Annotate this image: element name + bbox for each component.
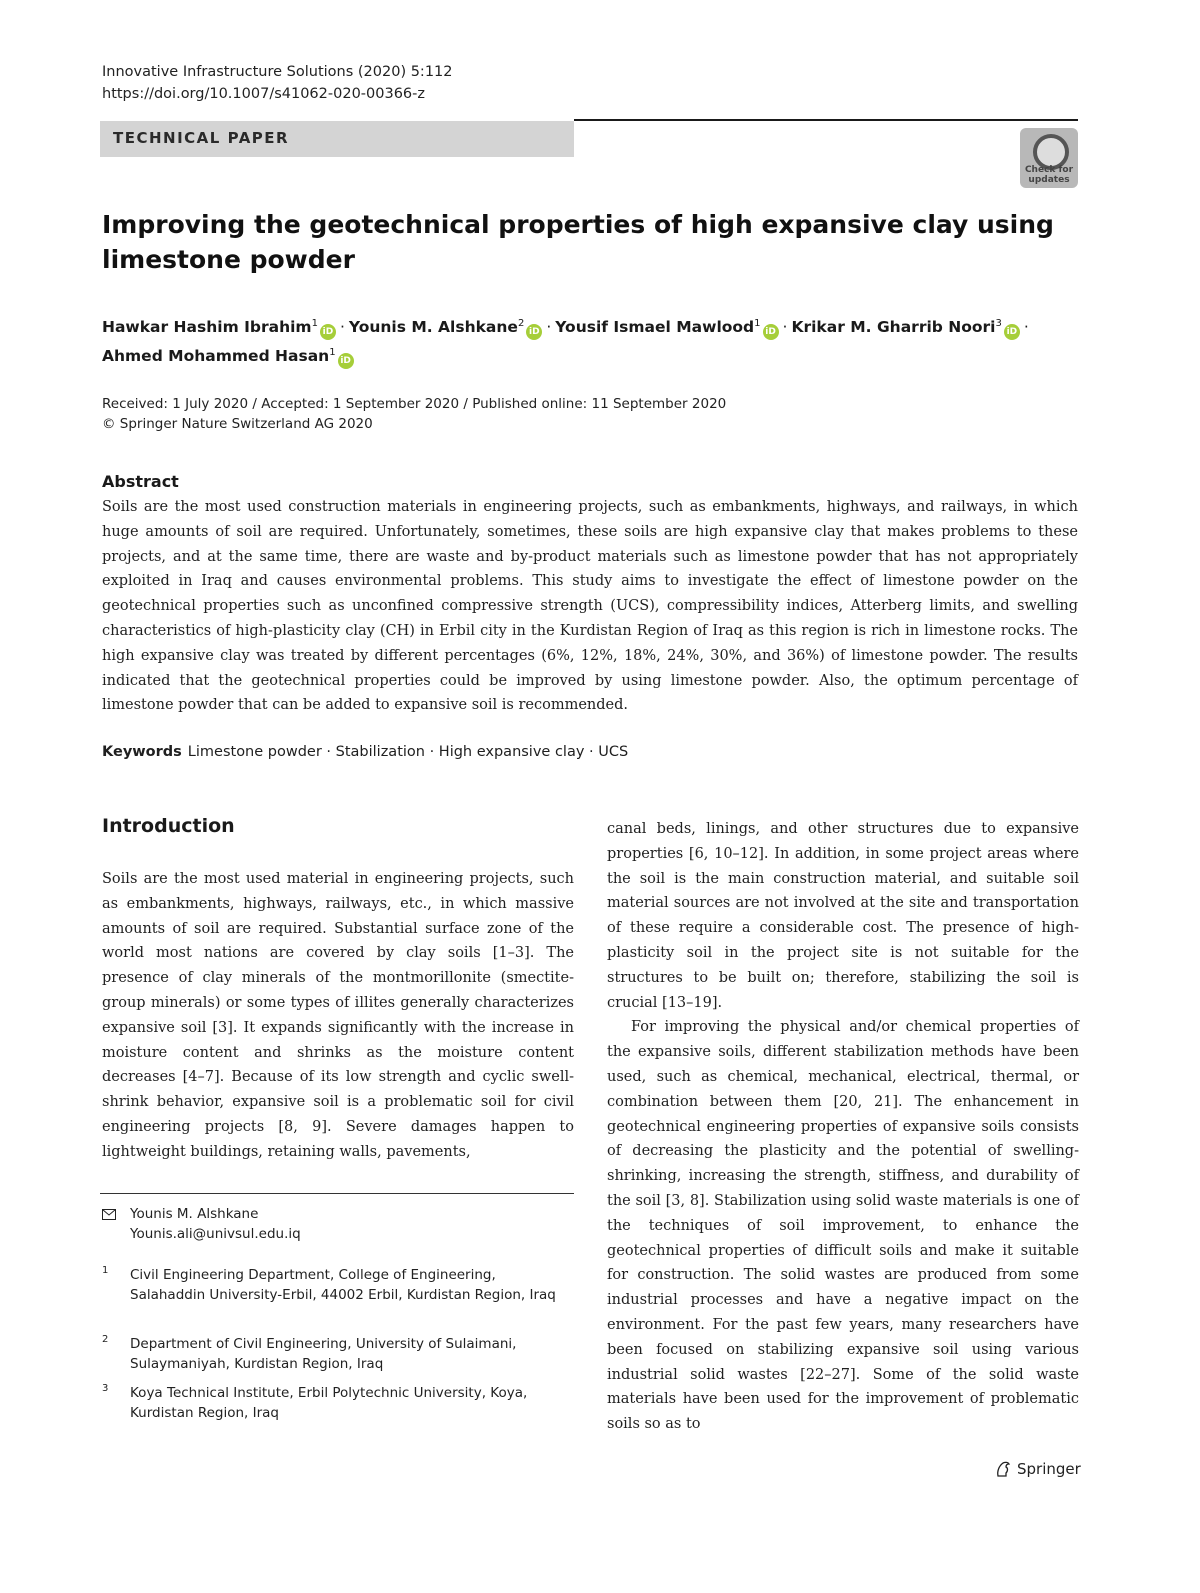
journal-citation: Innovative Infrastructure Solutions (2020) 5:112 — [102, 64, 453, 80]
orcid-icon[interactable]: iD — [1004, 324, 1020, 340]
paper-type-label: TECHNICAL PAPER — [113, 129, 290, 147]
corresponding-author-email[interactable]: Younis.ali@univsul.edu.iq — [130, 1226, 301, 1242]
author-name[interactable]: Krikar M. Gharrib Noori — [791, 318, 996, 337]
header-rule — [574, 119, 1078, 121]
author-name[interactable]: Hawkar Hashim Ibrahim — [102, 318, 312, 337]
affiliation-mark: 3 — [102, 1383, 109, 1394]
author-affiliation-mark: 1 — [311, 318, 318, 329]
orcid-icon[interactable]: iD — [763, 324, 779, 340]
abstract-body: Soils are the most used construction materials in engineering projects, such as embankments, highways, and railways, in which huge amounts of soil are required. Unfortunately, sometimes, these soils are high expansive clay that makes problems to these projects, and at the same time, there are waste and by-product materials such as limestone powder that has not appropriately exploited in Iraq and causes environmental problems. This study aims to investigate the effect of limestone powder on the geotechnical properties such as unconfined compressive strength (UCS), compressibility indices, Atterberg limits, and swelling characteristics of high-plasticity clay (CH) in Erbil city in the Kurdistan Region of Iraq as this region is rich in limestone rocks. The high expansive clay was treated by different percentages (6%, 12%, 18%, 24%, 30%, and 36%) of limestone powder. The results indicated that the geotechnical properties could be improved by using limestone powder. Also, the optimum percentage of limestone powder that can be added to expansive soil is recommended. — [102, 499, 1078, 714]
affiliation-mark: 2 — [102, 1334, 109, 1345]
affiliation-text: Civil Engineering Department, College of Engineering, Salahaddin University-Erbil, 44002 Erbil, Kurdistan Region, Iraq — [130, 1267, 556, 1303]
author-separator: · — [1023, 318, 1029, 337]
body-column-left — [102, 867, 574, 1165]
keywords-label: Keywords — [102, 744, 182, 760]
author-list — [102, 311, 1062, 369]
author-separator: · — [339, 318, 345, 337]
author-affiliation-mark: 1 — [754, 318, 761, 329]
springer-horse-icon — [994, 1460, 1012, 1478]
affiliation-text: Koya Technical Institute, Erbil Polytechnic University, Koya, Kurdistan Region, Iraq — [130, 1385, 528, 1421]
body-column-right — [607, 817, 1079, 1437]
corresponding-author-name: Younis M. Alshkane — [130, 1206, 259, 1222]
introduction-heading: Introduction — [102, 815, 235, 837]
keywords-list: Limestone powder · Stabilization · High expansive clay · UCS — [187, 744, 629, 760]
author-affiliation-mark: 1 — [329, 347, 336, 359]
author-separator: · — [546, 318, 552, 337]
body-paragraph: canal beds, linings, and other structures due to expansive properties [6, 10–12]. In addition, in some project areas where the soil is the main construction material, and suitable soil material sources are not involved at the site and transportation of these require a considerable cost. The presence of high-plasticity soil in the project site is not suitable for the structures to be built on; therefore, stabilizing the soil is crucial [13–19]. — [607, 821, 1079, 1011]
abstract-heading: Abstract — [102, 472, 179, 491]
check-updates-label: Check for updates — [1024, 165, 1074, 185]
footnote-rule — [100, 1193, 574, 1194]
orcid-icon[interactable]: iD — [338, 353, 354, 369]
author-separator: · — [782, 318, 788, 337]
copyright-notice: © Springer Nature Switzerland AG 2020 — [102, 416, 373, 432]
affiliation-text: Department of Civil Engineering, University of Sulaimani, Sulaymaniyah, Kurdistan Region, Iraq — [130, 1336, 517, 1372]
author-name[interactable]: Younis M. Alshkane — [348, 318, 518, 337]
publisher-name: Springer — [1017, 1460, 1081, 1478]
check-for-updates-badge[interactable] — [1020, 128, 1078, 188]
envelope-icon — [102, 1206, 116, 1226]
body-paragraph: For improving the physical and/or chemical properties of the expansive soils, different stabilization methods have been used, such as chemical, mechanical, electrical, thermal, or combination between them [20, 21]. The enhancement in geotechnical engineering properties of expansive soils consists of decreasing the plasticity and the potential of swelling-shrinking, increasing the strength, stiffness, and durability of the soil [3, 8]. Stabilization using solid waste materials is one of the techniques of soil improvement, to enhance the geotechnical properties of difficult soils and make it suitable for construction. The solid wastes are produced from some industrial processes and have a negative impact on the environment. For the past few years, many researchers have been focused on stabilizing expansive soil using various industrial solid wastes [22–27]. Some of the solid waste materials have been used for the improvement of problematic soils so as to — [607, 1019, 1079, 1433]
author-name[interactable]: Ahmed Mohammed Hasan — [102, 347, 330, 366]
springer-logo — [994, 1460, 1081, 1478]
body-paragraph: Soils are the most used material in engineering projects, such as embankments, highways, railways, etc., in which massive amounts of soil are required. Substantial surface zone of the world most nations are covered by clay soils [1–3]. The presence of clay minerals of the montmorillonite (smectite-group minerals) or some types of illites generally characterizes expansive soil [3]. It expands significantly with the increase in moisture content and shrinks as the moisture content decreases [4–7]. Because of its low strength and cyclic swell-shrink behavior, expansive soil is a problematic soil for civil engineering projects [8, 9]. Severe damages happen to lightweight buildings, retaining walls, pavements, — [102, 871, 574, 1160]
doi-link[interactable]: https://doi.org/10.1007/s41062-020-00366-z — [102, 86, 425, 102]
affiliation-mark: 1 — [102, 1265, 109, 1276]
author-name[interactable]: Yousif Ismael Mawlood — [555, 318, 755, 337]
author-affiliation-mark: 3 — [995, 318, 1002, 329]
orcid-icon[interactable]: iD — [320, 324, 336, 340]
keywords-line — [102, 744, 628, 760]
article-title: Improving the geotechnical properties of high expansive clay using limestone powder — [102, 210, 1054, 274]
orcid-icon[interactable]: iD — [526, 324, 542, 340]
publication-dates: Received: 1 July 2020 / Accepted: 1 September 2020 / Published online: 11 September 2020 — [102, 396, 727, 412]
author-affiliation-mark: 2 — [517, 318, 525, 329]
